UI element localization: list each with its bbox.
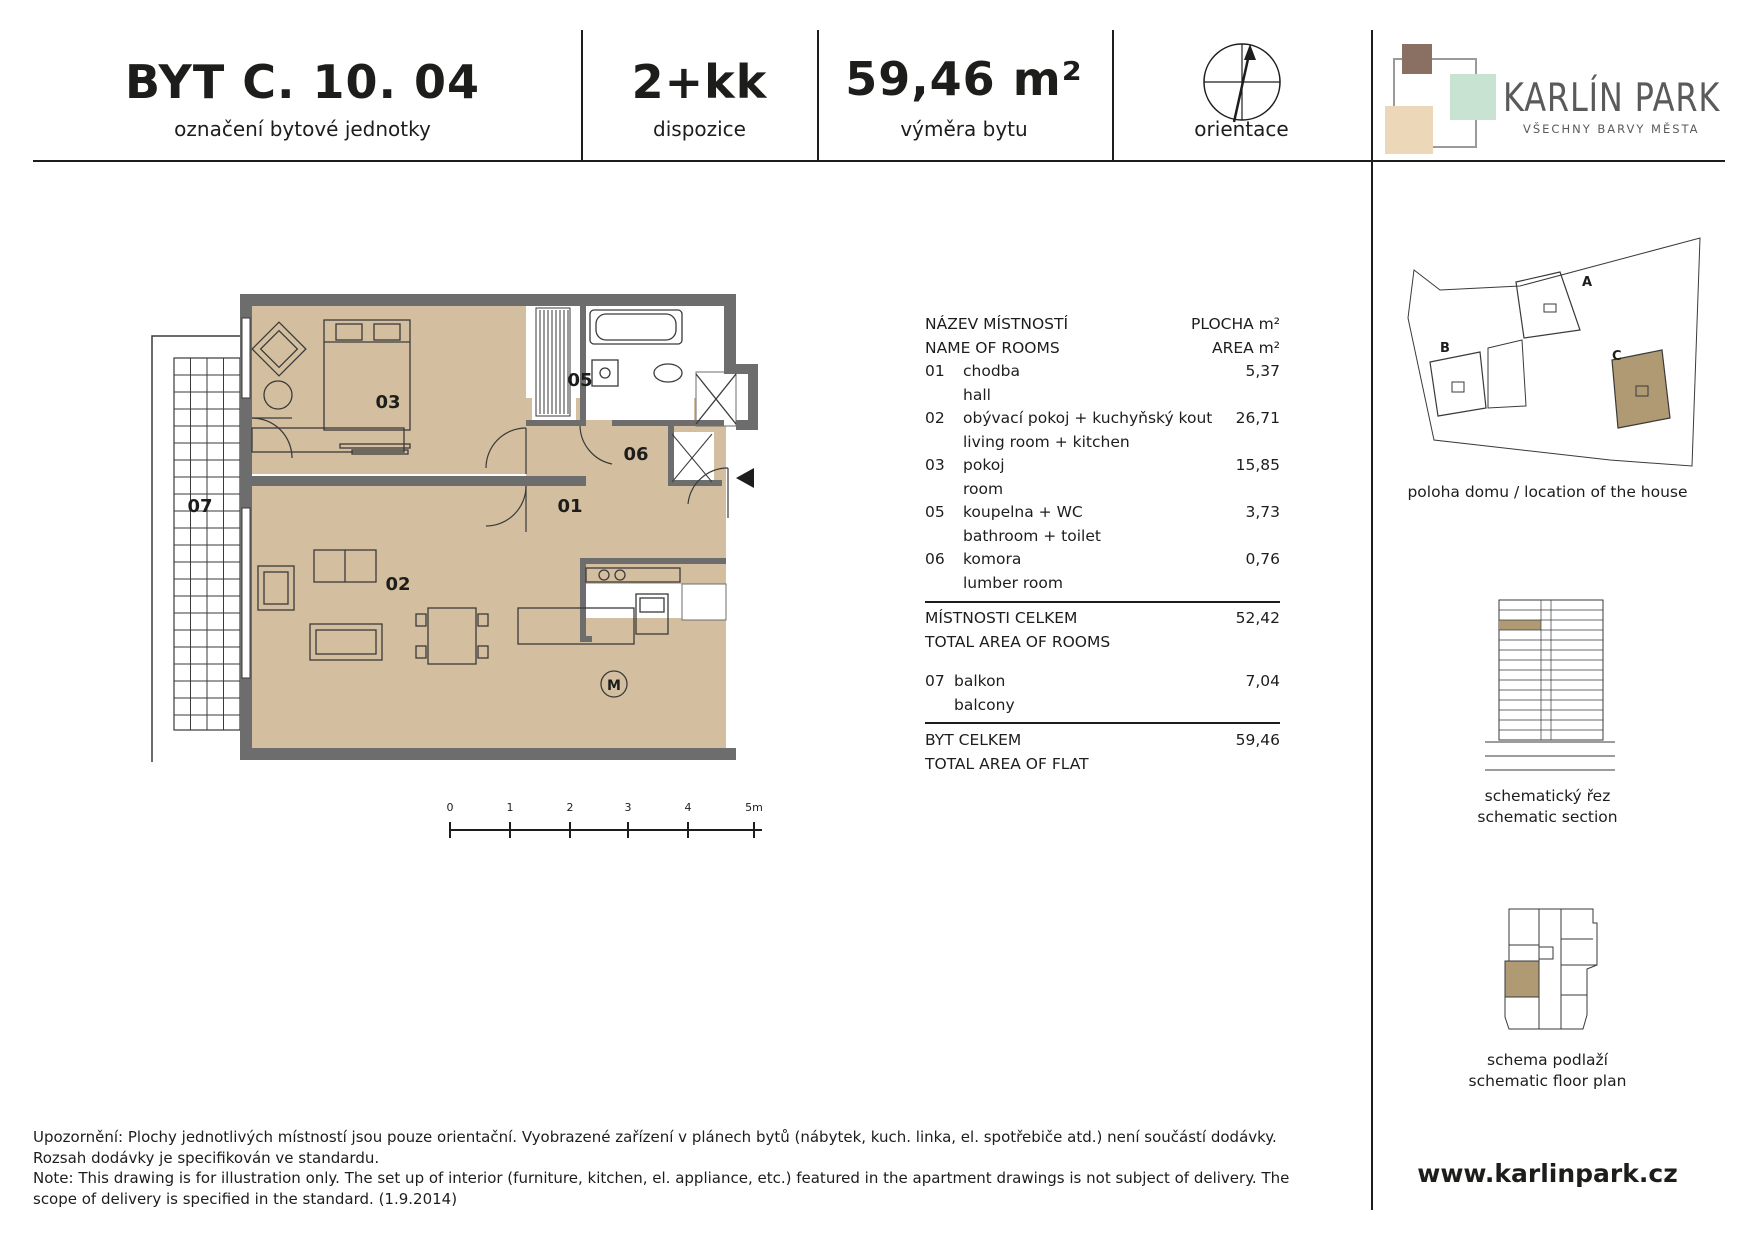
website-link[interactable]: www.karlinpark.cz xyxy=(1417,1159,1678,1188)
room-number: 01 xyxy=(925,362,945,380)
room-label-03: 03 xyxy=(375,392,401,413)
room-name-cz: pokoj xyxy=(963,456,1005,474)
room-name-en: hall xyxy=(963,385,991,404)
rooms-total-cz: MÍSTNOSTI CELKEM xyxy=(925,609,1078,627)
location-caption: poloha domu / location of the house xyxy=(1407,483,1688,501)
section-caption-en: schematic section xyxy=(1477,808,1618,826)
room-label-06: 06 xyxy=(623,444,649,465)
table-divider xyxy=(925,722,1280,724)
flat-area-caption: výměra bytu xyxy=(900,117,1028,141)
balcony-name-en: balcony xyxy=(954,695,1015,714)
table-header-name-cz: NÁZEV MÍSTNOSTÍ xyxy=(925,315,1069,333)
room-name-cz: chodba xyxy=(963,362,1021,380)
room-name-en: living room + kitchen xyxy=(963,432,1130,451)
flat-total-en: TOTAL AREA OF FLAT xyxy=(925,754,1089,773)
logo-name: KARLÍN PARK xyxy=(1503,76,1721,121)
logo-mint-square xyxy=(1450,74,1496,120)
location-map xyxy=(1400,230,1710,470)
room-number: 02 xyxy=(925,409,945,427)
floor-schema-caption-en: schematic floor plan xyxy=(1468,1072,1627,1090)
floor-schema-caption-cz: schema podlaží xyxy=(1487,1051,1608,1069)
table-divider xyxy=(925,601,1280,603)
washer-label: M xyxy=(607,678,621,694)
room-name-cz: komora xyxy=(963,550,1022,568)
disclaimer-cz: Upozornění: Plochy jednotlivých místností jsou pouze orientační. Vyobrazené zařízení v plánech bytů (nábytek, kuch. linka, el. spotřebiče atd.) není součástí dodávky. Rozsah dodávky je specifikován ve standardu. xyxy=(33,1128,1277,1167)
flat-total-cz: BYT CELKEM xyxy=(925,731,1022,749)
scale-tick-label: 3 xyxy=(624,801,632,814)
room-name-en: room xyxy=(963,479,1004,498)
layout-type: 2+kk xyxy=(631,55,768,109)
building-label-c: C xyxy=(1612,349,1622,364)
karlin-park-logo xyxy=(1385,40,1725,155)
room-number: 06 xyxy=(925,550,945,568)
table-header-area-cz: PLOCHA m² xyxy=(1191,315,1280,333)
scale-tick-label: 5m xyxy=(745,801,763,814)
flat-area: 59,46 m² xyxy=(845,52,1083,106)
apartment-plan xyxy=(140,268,760,768)
room-name-en: lumber room xyxy=(963,573,1064,592)
rooms-total-area: 52,42 xyxy=(1235,609,1280,627)
balcony-name-cz: balkon xyxy=(954,672,1006,690)
logo-brown-square xyxy=(1402,44,1432,74)
section-caption-cz: schematický řez xyxy=(1484,787,1611,805)
logo-tagline: VŠECHNY BARVY MĚSTA xyxy=(1523,122,1700,136)
table-header-name-en: NAME OF ROOMS xyxy=(925,338,1060,357)
room-number: 03 xyxy=(925,456,945,474)
floor-schema xyxy=(1495,905,1605,1033)
room-label-05: 05 xyxy=(567,370,593,391)
header xyxy=(0,0,1755,165)
building-label-b: B xyxy=(1440,341,1450,356)
balcony-number: 07 xyxy=(925,672,945,690)
disclaimer-en: Note: This drawing is for illustration only. The set up of interior (furniture, kitchen, el. appliance, etc.) featured in the apartment drawings is not subject of delivery. The scope of delivery is specified in the standard. (1.9.2014) xyxy=(33,1169,1290,1208)
balcony-area: 7,04 xyxy=(1245,672,1280,690)
building-label-a: A xyxy=(1582,275,1593,290)
section-diagram xyxy=(1485,592,1615,772)
scale-bar xyxy=(440,796,770,846)
room-name-cz: koupelna + WC xyxy=(963,503,1083,521)
scale-tick-label: 2 xyxy=(566,801,574,814)
room-area: 15,85 xyxy=(1235,456,1280,474)
unit-number: BYT C. 10. 04 xyxy=(124,55,480,109)
room-area: 3,73 xyxy=(1245,503,1280,521)
scale-tick-label: 1 xyxy=(506,801,514,814)
room-area: 5,37 xyxy=(1245,362,1280,380)
scale-tick-label: 4 xyxy=(684,801,692,814)
header-underline xyxy=(33,160,1725,162)
unit-number-caption: označení bytové jednotky xyxy=(174,117,431,141)
logo-sand-square xyxy=(1385,106,1433,154)
compass-icon xyxy=(1200,40,1284,124)
room-number: 05 xyxy=(925,503,945,521)
rooms-total-en: TOTAL AREA OF ROOMS xyxy=(925,632,1111,651)
orientation-caption: orientace xyxy=(1194,117,1289,141)
room-area: 0,76 xyxy=(1245,550,1280,568)
room-label-02: 02 xyxy=(385,574,411,595)
sidebar-divider xyxy=(1371,30,1373,1210)
room-label-07: 07 xyxy=(187,496,213,517)
room-label-01: 01 xyxy=(557,496,583,517)
rooms-table xyxy=(925,313,1280,793)
room-name-en: bathroom + toilet xyxy=(963,526,1101,545)
layout-caption: dispozice xyxy=(653,117,746,141)
table-header-area-en: AREA m² xyxy=(1211,338,1280,357)
room-name-cz: obývací pokoj + kuchyňský kout xyxy=(963,409,1213,427)
flat-total-area: 59,46 xyxy=(1235,731,1280,749)
scale-tick-label: 0 xyxy=(446,801,454,814)
room-area: 26,71 xyxy=(1235,409,1280,427)
